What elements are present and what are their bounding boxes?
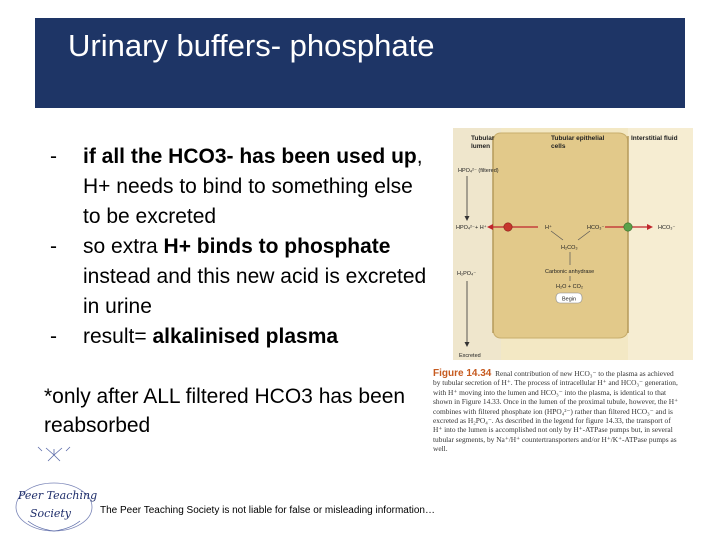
- bullet-list: [50, 142, 430, 352]
- slide-title: Urinary buffers- phosphate: [68, 28, 435, 63]
- figure-caption: [433, 369, 678, 454]
- logo-line-1: Peer Teaching: [18, 489, 98, 502]
- bullet-dash: -: [50, 145, 57, 168]
- bullet-item: [50, 142, 430, 232]
- label-excreted: Excreted: [459, 353, 481, 359]
- logo-line-2: Society: [30, 507, 71, 520]
- bullet-bold-text: alkalinised plasma: [152, 325, 339, 348]
- bullet-item: [50, 322, 430, 352]
- label-h2co3: H₂CO₃: [561, 245, 578, 251]
- peer-teaching-society-logo: [8, 445, 100, 535]
- bullet-dash: -: [50, 235, 57, 258]
- header-cell-1: Tubular epithelial: [551, 135, 605, 142]
- bullet-bold-text: H+ binds to phosphate: [163, 235, 391, 258]
- label-plus-h: + H⁺: [475, 225, 487, 231]
- bullet-text: so extra: [83, 235, 164, 258]
- disclaimer-footer: The Peer Teaching Society is not liable for false or misleading information…: [100, 505, 435, 516]
- label-hco3-out: HCO₃⁻: [658, 225, 676, 231]
- label-hpo4: HPO₄²⁻: [456, 225, 475, 231]
- label-hpo4-filtered: HPO₄²⁻ (filtered): [458, 168, 499, 174]
- bullet-text: instead and this new acid is excreted in urine: [83, 265, 427, 318]
- label-h2po4: H₂PO₄⁻: [457, 271, 477, 277]
- hco3-transporter: [624, 223, 632, 231]
- interstitial-strip: [628, 128, 693, 360]
- caption-text: Renal contribution of new HCO₃⁻ to the plasma as achieved by tubular secretion of H⁺. The process of intracellular H⁺ and HCO₃⁻ generation, with H⁺ moving into the lumen and HCO₃⁻ into the plasma, is identical to that shown in Figure 14.33. Once in the lumen of the proximal tubule, however, the H⁺ combines with filtered phosphate ion (HPO₄²⁻) rather than filtered HCO₃⁻ and is excreted as H₂PO₄⁻. As described in the legend for figure 14.33, the transport of H⁺ into the lumen is accomplished not only by H⁺-ATPase pumps but, in several tubular segments, by Na⁺/H⁺ countertransporters and/or H⁺/K⁺-ATPase pumps as well.: [433, 369, 678, 454]
- bullet-bold-text: if all the HCO3- has been used up: [83, 145, 417, 168]
- label-hco3-cell: HCO₃⁻: [587, 225, 605, 231]
- bullet-text: result=: [83, 325, 153, 348]
- label-h-cell: H⁺: [545, 225, 552, 231]
- label-h2o-co2: H₂O + CO₂: [556, 284, 584, 290]
- caption-label: Figure 14.34: [433, 368, 492, 379]
- header-lumen-2: lumen: [471, 143, 491, 150]
- label-carbonic-anhydrase: Carbonic anhydrase: [545, 269, 595, 275]
- bullet-dash: -: [50, 325, 57, 348]
- bullet-text: , H+ needs to bind to something else to be excreted: [83, 145, 423, 228]
- header-interstitial: Interstitial fluid: [631, 135, 678, 142]
- footnote-text: *only after ALL filtered HCO3 has been reabsorbed: [44, 385, 406, 437]
- bullet-item: [50, 232, 430, 322]
- h-atpase-pump: [504, 223, 512, 231]
- header-cell-2: cells: [551, 143, 566, 150]
- renal-phosphate-figure: [453, 128, 693, 360]
- label-begin: Begin: [562, 296, 577, 303]
- epithelial-cell: [493, 133, 628, 338]
- header-lumen-1: Tubular: [471, 135, 495, 142]
